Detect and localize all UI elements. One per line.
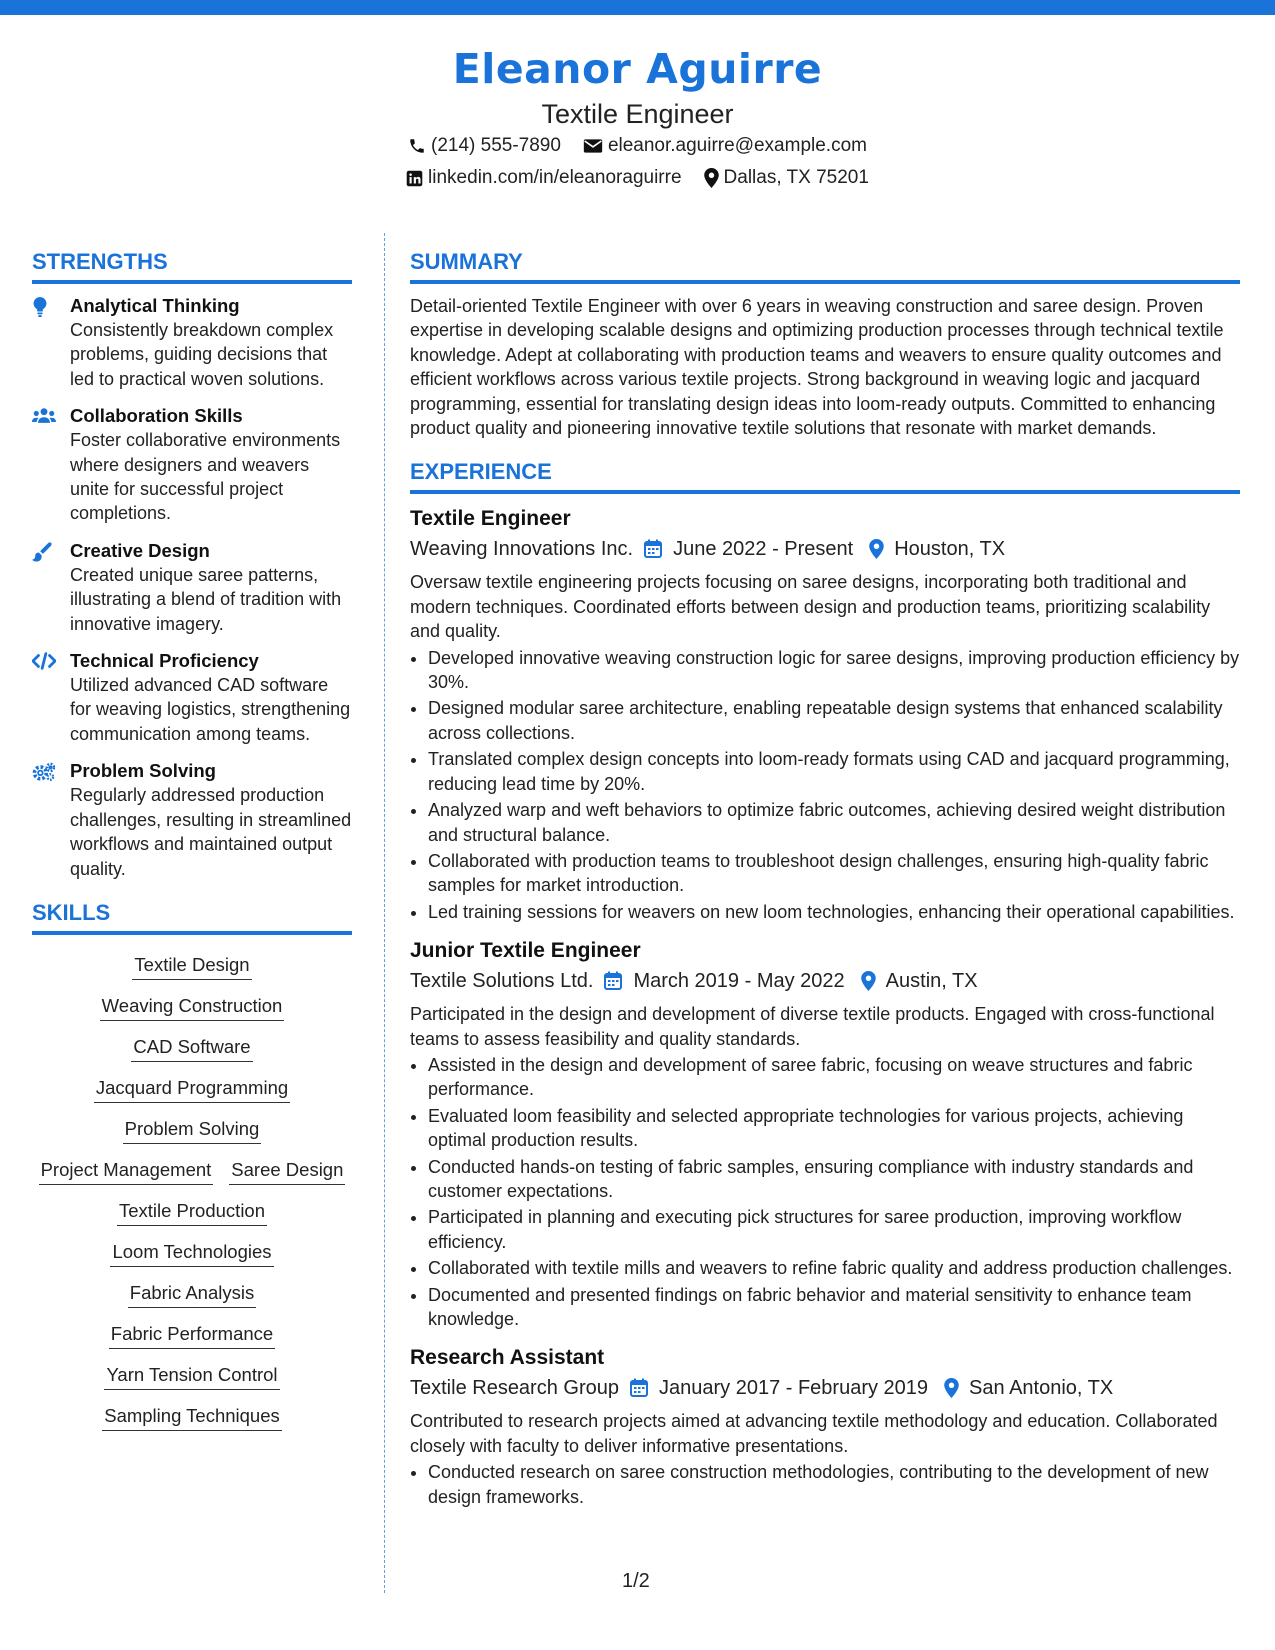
- skills-heading: SKILLS: [32, 899, 352, 935]
- envelope-icon: [583, 138, 603, 154]
- skill-tag: Saree Design: [229, 1156, 345, 1185]
- job-bullet: • Evaluated loom feasibility and selected appropriate technologies for various projects, achieving optimal production results.: [428, 1104, 1240, 1153]
- resume-header: [0, 40, 1275, 194]
- job-entry: [410, 504, 1240, 924]
- job-bullets: [410, 1053, 1240, 1331]
- strengths-heading: STRENGTHS: [32, 248, 352, 284]
- phone-icon: [408, 137, 426, 155]
- summary-heading: SUMMARY: [410, 248, 1240, 284]
- strength-item: [32, 649, 352, 746]
- skill-tag: Project Management: [39, 1156, 214, 1185]
- code-icon: [32, 649, 58, 746]
- job-title: Research Assistant: [410, 1346, 605, 1370]
- strength-item: [32, 404, 352, 526]
- lightbulb-icon: [32, 294, 58, 391]
- map-pin-icon: [861, 971, 876, 991]
- contact-row-1: [0, 130, 1275, 162]
- job-description: Contributed to research projects aimed at advancing textile methodology and education. Collaborated closely with faculty to deliver informative presentations.: [410, 1411, 1218, 1456]
- strength-title: Collaboration Skills: [70, 405, 243, 427]
- job-meta: [410, 534, 1240, 564]
- job-bullet: • Designed modular saree architecture, enabling repeatable design systems that enhanced scalability across collections.: [428, 696, 1240, 745]
- job-bullet: • Led training sessions for weavers on new loom technologies, enhancing their operational capabilities.: [428, 900, 1240, 924]
- experience-section: [410, 458, 1240, 1509]
- skill-tag: Yarn Tension Control: [104, 1361, 279, 1390]
- strength-item: [32, 539, 352, 636]
- skill-tag: Problem Solving: [123, 1115, 262, 1144]
- candidate-title: Textile Engineer: [541, 99, 734, 129]
- job-bullet: • Collaborated with production teams to troubleshoot design challenges, ensuring high-quality fabric samples for market introduction.: [428, 849, 1240, 898]
- skill-tag: Loom Technologies: [110, 1238, 273, 1267]
- strength-desc: Foster collaborative environments where designers and weavers unite for successful project completions.: [70, 430, 341, 524]
- map-pin-icon: [944, 1378, 959, 1398]
- strength-item: [32, 294, 352, 391]
- calendar-icon: [629, 1378, 649, 1398]
- left-column: [32, 248, 352, 1431]
- phone-contact[interactable]: [408, 130, 561, 162]
- job-bullet: • Collaborated with textile mills and weavers to refine fabric quality and address production challenges.: [428, 1256, 1240, 1280]
- users-icon: [32, 404, 58, 526]
- skill-list: [32, 945, 352, 1431]
- linkedin-text: linkedin.com/in/eleanoraguirre: [428, 167, 682, 188]
- linkedin-icon: [406, 170, 423, 187]
- linkedin-contact[interactable]: [406, 162, 681, 194]
- skill-tag: Textile Design: [132, 951, 251, 980]
- column-divider: [384, 233, 385, 1593]
- job-meta: [410, 966, 1240, 996]
- skill-tag: Textile Production: [117, 1197, 267, 1226]
- gears-icon: [32, 759, 58, 881]
- job-entry: [410, 936, 1240, 1331]
- job-bullets: [410, 646, 1240, 924]
- job-dates: March 2019 - May 2022: [633, 970, 845, 993]
- email-contact[interactable]: [583, 130, 867, 162]
- map-pin-icon: [869, 539, 884, 559]
- job-location: Austin, TX: [885, 970, 978, 993]
- phone-text: (214) 555-7890: [431, 135, 561, 156]
- page-number: 1/2: [622, 1570, 650, 1592]
- job-title: Textile Engineer: [410, 507, 571, 531]
- job-bullet: • Participated in planning and executing pick structures for saree production, improving workflow efficiency.: [428, 1205, 1240, 1254]
- job-description: Oversaw textile engineering projects focusing on saree designs, incorporating both traditional and modern techniques. Coordinated efforts between design and production teams, prioritizing scalability and quality.: [410, 572, 1211, 642]
- strength-desc: Regularly addressed production challenges, resulting in streamlined workflows and maintained output quality.: [70, 785, 352, 879]
- candidate-name: Eleanor Aguirre: [452, 45, 823, 93]
- job-meta: [410, 1373, 1240, 1403]
- job-company: Textile Research Group: [410, 1377, 619, 1400]
- job-title: Junior Textile Engineer: [410, 939, 641, 963]
- job-bullet: • Developed innovative weaving construction logic for saree designs, improving production efficiency by 30%.: [428, 646, 1240, 695]
- summary-text: Detail-oriented Textile Engineer with over 6 years in weaving construction and saree design. Proven expertise in developing scalable designs and optimizing production processes through technical textile knowledge. Adept at collaborating with production teams and weavers to ensure quality outcomes and efficient workflows across various textile projects. Strong background in weaving logic and jacquard programming, essential for translating design ideas into loom-ready outputs. Committed to enhancing product quality and pioneering innovative textile solutions that resonate with market demands.: [410, 296, 1224, 439]
- strength-title: Problem Solving: [70, 760, 216, 782]
- contact-row-2: [0, 162, 1275, 194]
- strengths-section: [32, 248, 352, 881]
- location-contact: [704, 162, 869, 194]
- skill-tag: Jacquard Programming: [94, 1074, 290, 1103]
- strength-title: Analytical Thinking: [70, 295, 240, 316]
- right-column: [410, 248, 1240, 1521]
- job-bullet: • Translated complex design concepts into loom-ready formats using CAD and jacquard programming, reducing lead time by 20%.: [428, 747, 1240, 796]
- job-bullet: • Analyzed warp and weft behaviors to optimize fabric outcomes, achieving desired weight distribution and structural balance.: [428, 798, 1240, 847]
- job-bullets: [410, 1460, 1240, 1509]
- calendar-icon: [603, 971, 623, 991]
- strength-desc: Consistently breakdown complex problems, guiding decisions that led to practical woven solutions.: [70, 320, 334, 389]
- job-dates: June 2022 - Present: [673, 538, 854, 561]
- location-text: Dallas, TX 75201: [723, 167, 869, 188]
- skill-tag: Fabric Analysis: [128, 1279, 256, 1308]
- calendar-icon: [643, 539, 663, 559]
- skill-tag: CAD Software: [131, 1033, 252, 1062]
- job-company: Textile Solutions Ltd.: [410, 970, 594, 993]
- strength-desc: Created unique saree patterns, illustrating a blend of tradition with innovative imagery.: [70, 564, 342, 634]
- skills-section: [32, 899, 352, 1431]
- strength-title: Creative Design: [70, 539, 210, 561]
- job-dates: January 2017 - February 2019: [658, 1377, 929, 1400]
- map-pin-icon: [704, 168, 719, 188]
- job-company: Weaving Innovations Inc.: [410, 538, 634, 561]
- job-entry: [410, 1343, 1240, 1509]
- job-bullet: • Assisted in the design and development of saree fabric, focusing on weave structures and fabric performance.: [428, 1053, 1240, 1102]
- skill-tag: Fabric Performance: [109, 1320, 275, 1349]
- job-bullet: • Documented and presented findings on fabric behavior and material sensitivity to enhance team knowledge.: [428, 1283, 1240, 1332]
- summary-section: [410, 248, 1240, 440]
- strength-item: [32, 759, 352, 881]
- job-bullet: • Conducted research on saree construction methodologies, contributing to the development of new design frameworks.: [428, 1460, 1240, 1509]
- job-description: Participated in the design and development of diverse textile products. Engaged with cross-functional teams to assess feasibility and quality standards.: [410, 1004, 1215, 1049]
- job-location: San Antonio, TX: [969, 1377, 1114, 1400]
- skill-tag: Sampling Techniques: [102, 1402, 282, 1431]
- email-text: eleanor.aguirre@example.com: [607, 135, 867, 156]
- strength-desc: Utilized advanced CAD software for weaving logistics, strengthening communication among teams.: [70, 675, 351, 744]
- job-location: Houston, TX: [894, 538, 1006, 561]
- strength-title: Technical Proficiency: [70, 650, 259, 672]
- skill-tag: Weaving Construction: [100, 992, 285, 1021]
- job-bullet: • Conducted hands-on testing of fabric samples, ensuring compliance with industry standards and customer expectations.: [428, 1155, 1240, 1204]
- experience-heading: EXPERIENCE: [410, 458, 1240, 494]
- paintbrush-icon: [32, 539, 58, 636]
- top-accent-bar: [0, 0, 1275, 15]
